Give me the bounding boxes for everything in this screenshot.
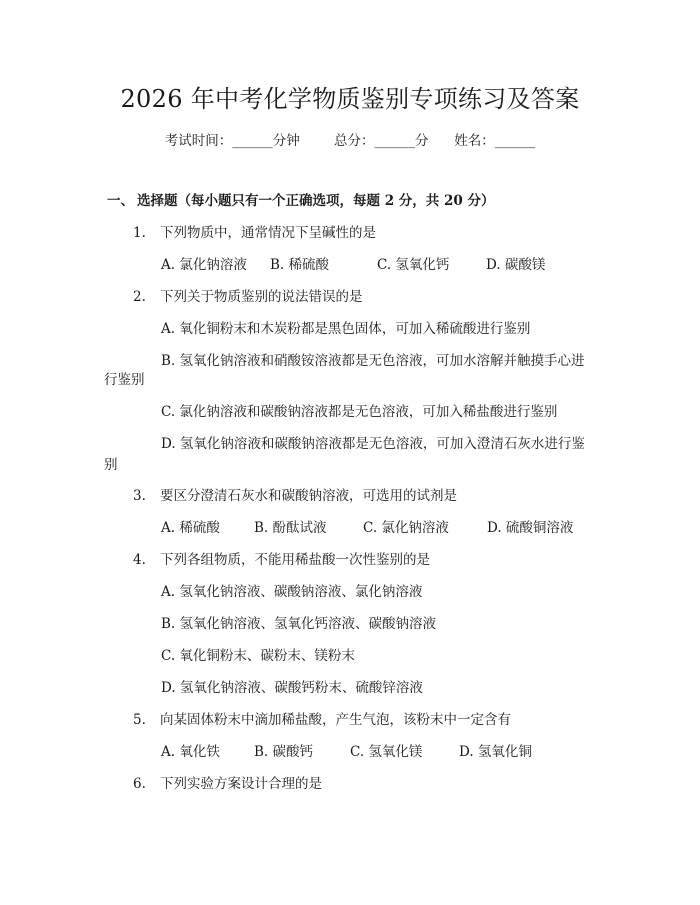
student-name-field: 姓名：______ (454, 133, 536, 149)
total-score-field: 总分：______分 (334, 133, 429, 149)
question-text: 要区分澄清石灰水和碳酸钠溶液，可选用的试剂是 (160, 488, 457, 504)
section-heading (107, 191, 494, 211)
option-b: B. 稀硫酸 (270, 257, 330, 273)
question-2 (133, 287, 363, 307)
option-d: D. 碳酸镁 (486, 257, 546, 273)
question-text: 下列物质中，通常情况下呈碱性的是 (160, 225, 376, 241)
page-title: 2026 年中考化学物质鉴别专项练习及答案 (120, 85, 580, 113)
question-number: 1. (133, 225, 146, 241)
question-1-options (161, 255, 545, 275)
option-d: D. 硫酸铜溶液 (487, 520, 574, 536)
question-text: 下列实验方案设计合理的是 (160, 776, 322, 792)
option-b: B. 碳酸钙 (254, 744, 314, 760)
option-c: C. 氯化钠溶液和碳酸钠溶液都是无色溶液，可加入稀盐酸进行鉴别 (161, 404, 558, 420)
question-text: 向某固体粉末中滴加稀盐酸，产生气泡，该粉末中一定含有 (160, 712, 511, 728)
section-title: 选择题（每小题只有一个正确选项，每题 2 分，共 20 分） (137, 193, 495, 209)
option-d: D. 氢氧化钠溶液、碳酸钙粉末、硫酸锌溶液 (161, 680, 423, 696)
option-a: A. 氧化铜粉末和木炭粉都是黑色固体，可加入稀硫酸进行鉴别 (161, 321, 531, 337)
question-3 (133, 486, 457, 506)
option-b-continuation: 行鉴别 (104, 372, 145, 388)
question-6 (133, 774, 322, 794)
question-number: 2. (133, 289, 146, 305)
option-a: A. 氯化钠溶液 (161, 257, 247, 273)
question-number: 5. (133, 712, 146, 728)
option-d: D. 氢氧化铜 (459, 744, 532, 760)
option-d-continuation: 别 (104, 457, 118, 473)
option-a: A. 氢氧化钠溶液、碳酸钠溶液、氯化钠溶液 (161, 584, 423, 600)
option-b: B. 酚酞试液 (254, 520, 327, 536)
option-a: A. 稀硫酸 (161, 520, 220, 536)
question-1 (133, 223, 376, 243)
question-number: 3. (133, 488, 146, 504)
exam-time-field: 考试时间：______分钟 (164, 133, 300, 149)
option-c: C. 氯化钠溶液 (363, 520, 449, 536)
question-number: 6. (133, 776, 146, 792)
exam-info-line (0, 131, 700, 151)
question-text: 下列各组物质，不能用稀盐酸一次性鉴别的是 (160, 552, 430, 568)
question-5 (133, 710, 511, 730)
option-c: C. 氢氧化镁 (350, 744, 423, 760)
option-c: C. 氧化铜粉末、碳粉末、镁粉末 (161, 648, 355, 664)
question-4 (133, 550, 430, 570)
option-d: D. 氢氧化钠溶液和碳酸钠溶液都是无色溶液，可加入澄清石灰水进行鉴 (161, 436, 585, 452)
option-b: B. 氢氧化钠溶液、氢氧化钙溶液、碳酸钠溶液 (161, 616, 437, 632)
question-number: 4. (133, 552, 146, 568)
option-c: C. 氢氧化钙 (377, 257, 450, 273)
question-text: 下列关于物质鉴别的说法错误的是 (160, 289, 363, 305)
question-3-options (161, 518, 573, 538)
question-5-options (161, 742, 532, 762)
section-number: 一、 (107, 193, 134, 209)
option-b: B. 氢氧化钠溶液和硝酸铵溶液都是无色溶液，可加水溶解并触摸手心进 (161, 353, 585, 369)
option-a: A. 氧化铁 (161, 744, 220, 760)
